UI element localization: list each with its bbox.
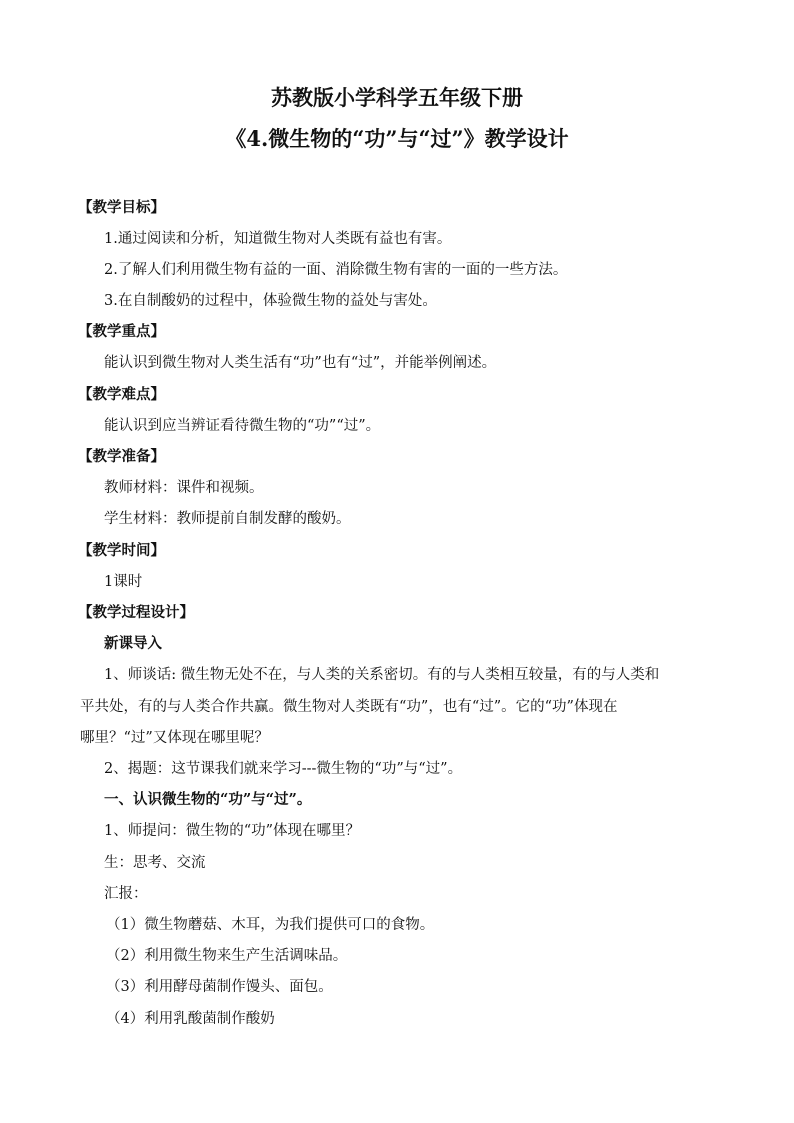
student-activity: 生：思考、交流	[104, 855, 206, 871]
key-points-text: 能认识到微生物对人类生活有“功”也有“过”，并能举例阐述。	[104, 355, 497, 371]
goal-item-3: 3.在自制酸奶的过程中，体验微生物的益处与害处。	[104, 293, 437, 309]
report-label: 汇报：	[104, 886, 148, 902]
document-title-line1: 苏教版小学科学五年级下册	[271, 85, 523, 110]
section-head-key-points: 【教学重点】	[78, 323, 165, 340]
report-item-2: （2）利用微生物来生产生活调味品。	[106, 948, 348, 964]
time-text: 1课时	[104, 574, 143, 590]
section-head-preparation: 【教学准备】	[78, 448, 165, 465]
section-head-difficulties: 【教学难点】	[78, 386, 165, 403]
prep-student: 学生材料：教师提前自制发酵的酸奶。	[104, 511, 351, 527]
section-head-process: 【教学过程设计】	[78, 604, 194, 621]
report-item-1: （1）微生物蘑菇、木耳，为我们提供可口的食物。	[106, 917, 435, 933]
intro-head: 新课导入	[104, 635, 162, 652]
difficulties-text: 能认识到应当辨证看待微生物的“功”“过”。	[104, 418, 381, 434]
section-head-time: 【教学时间】	[78, 542, 165, 559]
intro-item-2: 2、揭题：这节课我们就来学习---微生物的“功”与“过”。	[104, 761, 463, 777]
report-item-4: （4）利用乳酸菌制作酸奶	[106, 1011, 275, 1027]
prep-teacher: 教师材料：课件和视频。	[104, 480, 264, 496]
part1-head: 一、认识微生物的“功”与“过”。	[104, 791, 312, 808]
document-title-line2: 《4.微生物的“功”与“过”》教学设计	[225, 126, 569, 151]
goal-item-2: 2.了解人们利用微生物有益的一面、消除微生物有害的一面的一些方法。	[104, 262, 568, 278]
intro-paragraph-line1: 1、师谈话: 微生物无处不在，与人类的关系密切。有的与人类相互较量，有的与人类和	[104, 667, 660, 683]
report-item-3: （3）利用酵母菌制作馒头、面包。	[106, 979, 333, 995]
intro-paragraph-line3: 哪里？“过”又体现在哪里呢？	[80, 730, 269, 746]
intro-paragraph-line2: 平共处，有的与人类合作共赢。微生物对人类既有“功”，也有“过”。它的“功”体现在	[80, 699, 618, 715]
section-head-goals: 【教学目标】	[78, 199, 165, 216]
goal-item-1: 1.通过阅读和分析，知道微生物对人类既有益也有害。	[104, 231, 452, 247]
question-1: 1、师提问：微生物的“功”体现在哪里？	[104, 823, 361, 839]
